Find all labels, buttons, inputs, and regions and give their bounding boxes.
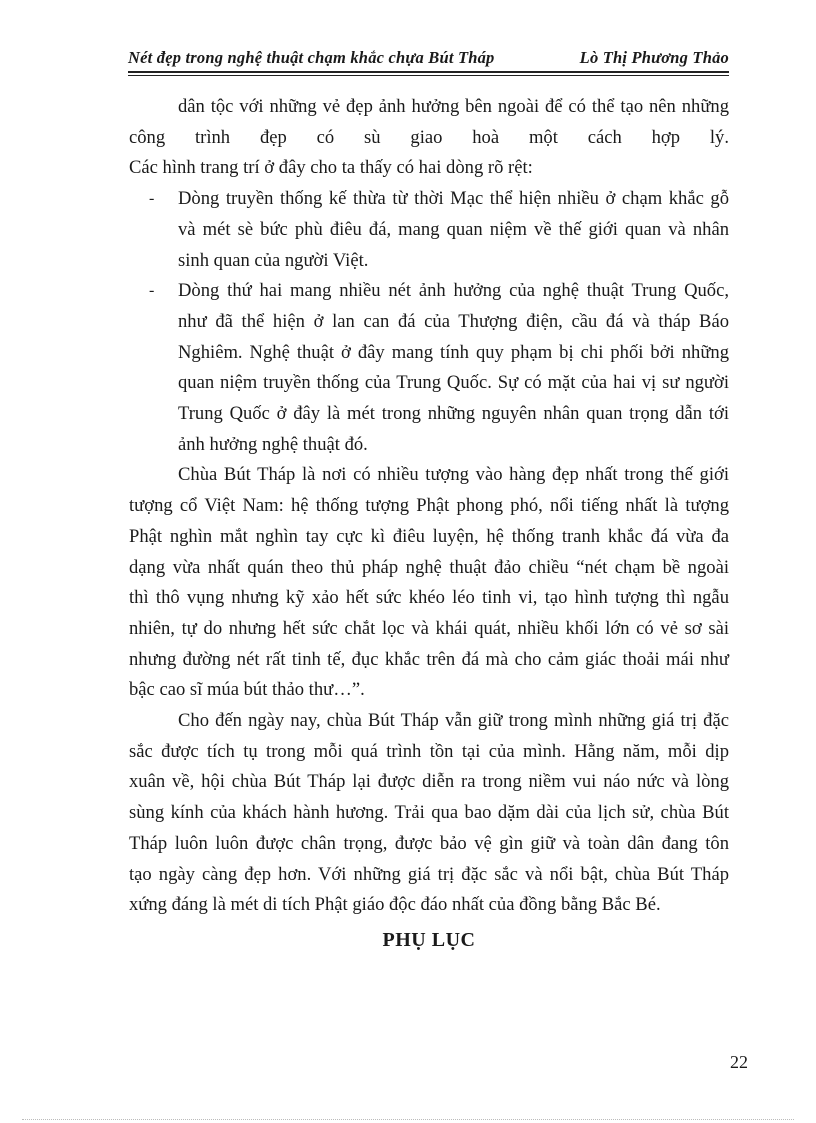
text-line: thì thô vụng nhưng kỹ xảo hết sức khéo léo tinh vi, tạo hình tượng thì ngẫu: [129, 587, 729, 609]
text-line: sinh quan của người Việt.: [178, 249, 369, 271]
bullet-marker: -: [149, 282, 155, 300]
list-item: [129, 184, 729, 276]
text-line: xứng đáng là mét di tích Phật giáo độc đáo nhất của đồng bằng Bắc Bé.: [129, 894, 661, 916]
list-item: [129, 276, 729, 460]
text-line: sắc được tích tụ trong mỗi quá trình tồn tại của mình. Hằng năm, mỗi dịp: [129, 740, 729, 762]
paragraph-1: [129, 92, 729, 184]
text-line: nhiên, tự do nhưng hết sức chắt lọc và khái quát, nhiều khối lớn có vẻ sơ sài: [129, 617, 729, 639]
text-line: Tháp luôn luôn được chân trọng, được bảo vệ gìn giữ và toàn dân đang tôn: [129, 832, 729, 854]
header-author: Lò Thị Phương Thảo: [579, 48, 729, 67]
body-text: [129, 92, 729, 956]
text-line: Chùa Bút Tháp là nơi có nhiều tượng vào hàng đẹp nhất trong thế giới: [178, 464, 729, 486]
text-line: sùng kính của khách hành hương. Trải qua bao dặm dài của lịch sử, chùa Bút: [129, 802, 729, 824]
text-line: như đã thể hiện ở lan can đá của Thượng điện, cầu đá và tháp Báo: [178, 310, 729, 332]
text-line: Phật nghìn mắt nghìn tay cực kì điêu luyện, hệ thống tranh khắc đá vừa đa: [129, 525, 729, 547]
text-line: nhưng đường nét rất tinh tế, đục khắc trên đá mà cho cảm giác thoải mái như: [129, 648, 729, 670]
bullet-marker: -: [149, 190, 155, 208]
header-title: Nét đẹp trong nghệ thuật chạm khắc chựa Bút Tháp: [128, 48, 495, 67]
text-line: Dòng truyền thống kế thừa từ thời Mạc thể hiện nhiều ở chạm khắc gỗ: [178, 188, 729, 210]
text-line: Các hình trang trí ở đây cho ta thấy có hai dòng rõ rệt:: [129, 157, 533, 179]
text-line: dân tộc với những vẻ đẹp ảnh hưởng bên ngoài để có thể tạo nên những: [178, 96, 729, 117]
text-line: tạo ngày càng đẹp hơn. Với những giá trị đặc sắc và nổi bật, chùa Bút Tháp: [129, 863, 729, 885]
text-line: bậc cao sĩ múa bút thảo thư…”.: [129, 679, 365, 701]
paragraph-3: [129, 706, 729, 921]
text-line: Cho đến ngày nay, chùa Bút Tháp vẫn giữ trong mình những giá trị đặc: [178, 710, 729, 732]
text-line: quan niệm truyền thống của Trung Quốc. Sự có mặt của hai vị sư người: [178, 372, 729, 394]
text-line: xuân về, hội chùa Bút Tháp lại được diễn ra trong niềm vui náo nức và lòng: [129, 771, 729, 793]
text-line: Trung Quốc ở đây là mét trong những nguyên nhân quan trọng dẫn tới: [178, 403, 729, 425]
paragraph-2: [129, 460, 729, 706]
page-number: 22: [730, 1052, 748, 1072]
header-rule-thick: [128, 71, 729, 73]
text-line: dạng vừa nhất quán theo thủ pháp nghệ thuật đảo chiều “nét chạm bề ngoài: [129, 556, 729, 578]
text-line: tượng cổ Việt Nam: hệ thống tượng Phật phong phó, nổi tiếng nhất là tượng: [129, 495, 729, 517]
header-rule-thin: [128, 75, 729, 76]
appendix-heading: PHỤ LỤC: [382, 928, 476, 951]
text-line: Nghiêm. Nghệ thuật ở đây mang tính quy phạm bị chi phối bởi những: [178, 341, 729, 363]
running-header: [128, 48, 729, 72]
text-line: Dòng thứ hai mang nhiều nét ảnh hưởng của nghệ thuật Trung Quốc,: [178, 280, 729, 302]
text-line: công trình đẹp có sù giao hoà một cách hợp lý.: [129, 126, 729, 148]
text-line: ảnh hưởng nghệ thuật đó.: [178, 433, 368, 455]
bottom-divider: [22, 1119, 794, 1120]
text-line: và mét sè bức phù điêu đá, mang quan niệm về thế giới quan và nhân: [178, 218, 729, 240]
